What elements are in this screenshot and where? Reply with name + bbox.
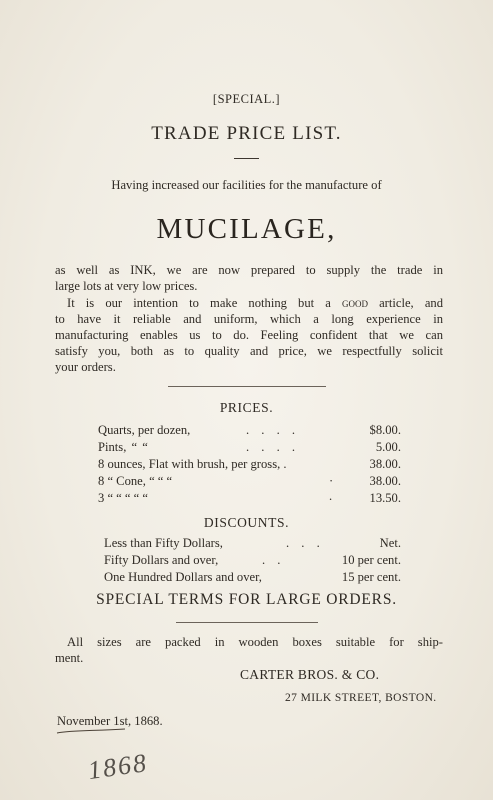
paragraph-line: It is our intention to make nothing but a good article, and (67, 296, 443, 310)
special-terms: SPECIAL TERMS FOR LARGE ORDERS. (96, 591, 397, 608)
price-value: 13.50. (369, 491, 401, 505)
discount-value: 15 per cent. (341, 570, 401, 584)
section-rule (176, 622, 318, 623)
discounts-heading: DISCOUNTS. (203, 515, 290, 530)
intro-paragraph (55, 262, 443, 294)
discount-item: One Hundred Dollars and over, (104, 570, 262, 584)
leader-dots: . . . . (246, 440, 296, 454)
title-rule (234, 158, 259, 159)
firm-name: CARTER BROS. & CO. (240, 667, 380, 682)
intro-line: Having increased our facilities for the manufacture of (111, 178, 382, 192)
leader-dots: . . . . (246, 423, 296, 437)
price-value: $8.00. (369, 423, 401, 437)
paragraph-line: All sizes are packed in wooden boxes suitable for ship- (67, 635, 443, 649)
special-label: [SPECIAL.] (212, 92, 281, 106)
leader-dots: . . (262, 553, 281, 567)
paragraph-line: as well as INK, we are now prepared to supply the trade in (55, 263, 443, 277)
discount-value: 10 per cent. (341, 553, 401, 567)
price-item: 3 “ “ “ “ “ (98, 491, 148, 505)
price-item: Quarts, per dozen, (98, 423, 191, 437)
body-paragraph (55, 295, 443, 375)
price-value: 5.00. (375, 440, 401, 454)
section-rule (168, 386, 326, 387)
prices-heading: PRICES. (219, 400, 274, 415)
issue-date: November 1st, 1868. (57, 714, 163, 728)
discount-value: Net. (379, 536, 401, 550)
paragraph-line: satisfy you, both as to quality and price, we respectfully solicit (55, 344, 443, 358)
discount-item: Fifty Dollars and over, (104, 553, 219, 567)
date-underline (55, 728, 127, 736)
product-heading: MUCILAGE, (156, 213, 337, 245)
discount-item: Less than Fifty Dollars, (104, 536, 223, 550)
leader-dots: · (329, 474, 334, 488)
paragraph-line: large lots at very low prices. (55, 279, 198, 293)
paragraph-line: ment. (55, 651, 84, 665)
leader-dots: . (329, 489, 333, 503)
price-value: 38.00. (369, 457, 401, 471)
paragraph-line: your orders. (55, 360, 116, 374)
price-item: 8 ounces, Flat with brush, per gross, . (98, 457, 287, 471)
price-item: Pints, “ “ (98, 440, 148, 454)
leader-dots: . . . (286, 536, 320, 550)
price-item: 8 “ Cone, “ “ “ (98, 474, 173, 488)
packing-note (55, 634, 443, 666)
price-value: 38.00. (369, 474, 401, 488)
firm-address: 27 MILK STREET, BOSTON. (285, 692, 437, 704)
paragraph-line: manufacturing enables us to do. Feeling confident that we can (55, 328, 443, 342)
handwritten-year: 1868 (86, 747, 150, 786)
page-title: TRADE PRICE LIST. (151, 123, 342, 144)
paragraph-line: to have it reliable and uniform, which a long experience in (55, 312, 443, 326)
